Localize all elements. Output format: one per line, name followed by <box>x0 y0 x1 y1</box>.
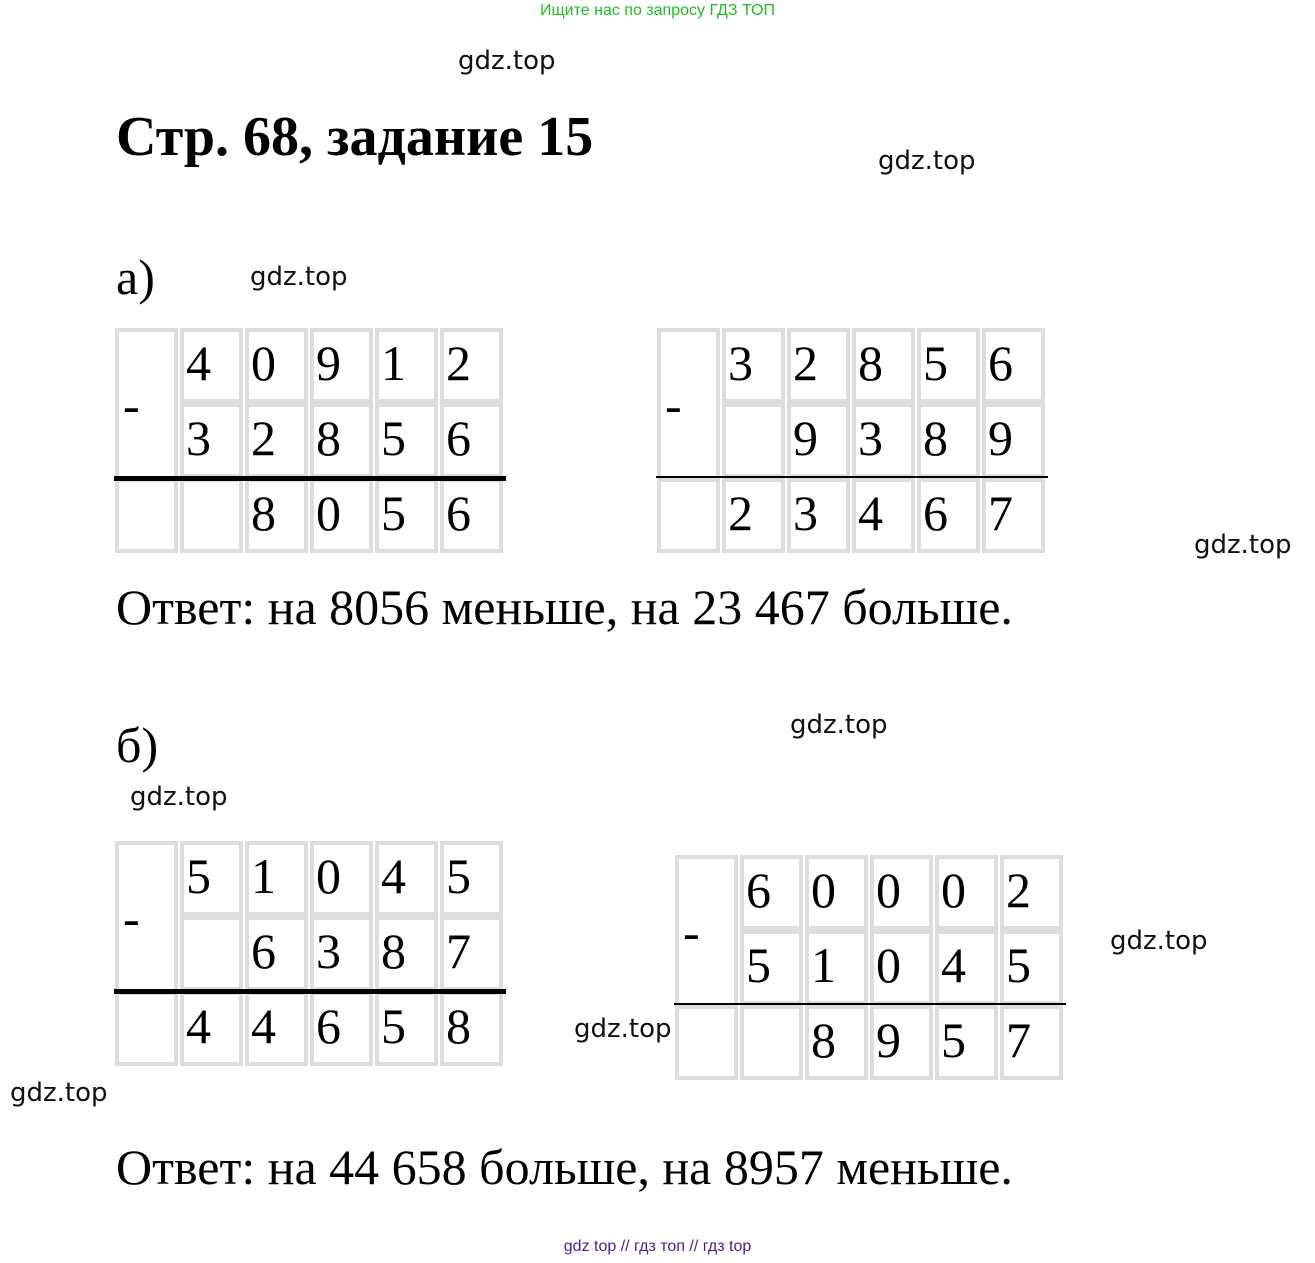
digit-cell: 6 <box>440 478 503 553</box>
digit-cell: 8 <box>852 328 915 403</box>
digit-cell <box>722 403 785 478</box>
watermark: gdz.top <box>130 782 228 812</box>
digit-cell <box>180 478 243 553</box>
digit-cell: 5 <box>375 478 438 553</box>
digit-cell: 4 <box>375 841 438 916</box>
watermark: gdz.top <box>1194 530 1292 560</box>
digit-cell <box>675 1005 738 1080</box>
digit-cell <box>657 478 720 553</box>
digit-cell: 0 <box>245 328 308 403</box>
digit-cell: 8 <box>245 478 308 553</box>
digit-cell: 6 <box>982 328 1045 403</box>
digit-cell: 1 <box>805 930 868 1005</box>
subtraction-table-b1 <box>114 841 504 1066</box>
minus-sign: - <box>115 328 178 478</box>
digit-cell: 4 <box>180 328 243 403</box>
digit-cell: 2 <box>245 403 308 478</box>
digit-cell: 6 <box>245 916 308 991</box>
digit-cell: 0 <box>870 930 933 1005</box>
digit-cell: 2 <box>787 328 850 403</box>
digit-cell: 9 <box>870 1005 933 1080</box>
watermark: gdz.top <box>878 146 976 176</box>
subtraction-table-a1 <box>114 328 504 553</box>
result-line <box>114 476 506 481</box>
digit-cell: 8 <box>917 403 980 478</box>
digit-cell: 0 <box>805 855 868 930</box>
subtraction-table-a2 <box>656 328 1046 553</box>
digit-cell: 6 <box>440 403 503 478</box>
digit-cell: 0 <box>870 855 933 930</box>
footer-links: gdz top // гдз топ // гдз top <box>563 1238 752 1255</box>
part-a-label: а) <box>116 249 155 305</box>
digit-cell: 0 <box>310 478 373 553</box>
digit-cell: 5 <box>1000 930 1063 1005</box>
digit-cell: 7 <box>440 916 503 991</box>
watermark: gdz.top <box>458 46 556 76</box>
watermark: gdz.top <box>1110 926 1208 956</box>
digit-cell: 9 <box>982 403 1045 478</box>
digit-cell: 3 <box>310 916 373 991</box>
digit-cell: 9 <box>787 403 850 478</box>
answer-b: Ответ: на 44 658 больше, на 8957 меньше. <box>116 1139 1013 1195</box>
digit-cell: 0 <box>935 855 998 930</box>
subtraction-table-b2 <box>674 855 1064 1080</box>
digit-cell <box>180 916 243 991</box>
watermark: gdz.top <box>574 1014 672 1044</box>
digit-cell: 5 <box>375 403 438 478</box>
search-hint: Ищите нас по запросу ГДЗ ТОП <box>540 2 775 19</box>
digit-cell: 4 <box>935 930 998 1005</box>
digit-cell: 6 <box>917 478 980 553</box>
digit-cell: 5 <box>440 841 503 916</box>
digit-cell: 5 <box>935 1005 998 1080</box>
digit-cell: 1 <box>245 841 308 916</box>
digit-cell: 2 <box>722 478 785 553</box>
digit-cell: 5 <box>740 930 803 1005</box>
page-title: Стр. 68, задание 15 <box>116 106 594 168</box>
digit-cell <box>115 991 178 1066</box>
digit-cell: 3 <box>787 478 850 553</box>
digit-cell: 3 <box>852 403 915 478</box>
result-line <box>114 989 506 994</box>
digit-cell: 4 <box>180 991 243 1066</box>
watermark: gdz.top <box>790 710 888 740</box>
digit-cell: 5 <box>375 991 438 1066</box>
minus-sign: - <box>115 841 178 991</box>
minus-sign: - <box>675 855 738 1005</box>
digit-cell: 5 <box>917 328 980 403</box>
digit-cell: 3 <box>722 328 785 403</box>
digit-cell: 3 <box>180 403 243 478</box>
result-line <box>674 1003 1066 1005</box>
digit-cell: 4 <box>852 478 915 553</box>
digit-cell: 8 <box>375 916 438 991</box>
digit-cell: 8 <box>310 403 373 478</box>
part-b-label: б) <box>116 717 159 773</box>
watermark: gdz.top <box>250 262 348 292</box>
digit-cell: 7 <box>982 478 1045 553</box>
digit-cell: 8 <box>440 991 503 1066</box>
digit-cell: 6 <box>310 991 373 1066</box>
digit-cell: 8 <box>805 1005 868 1080</box>
digit-cell: 6 <box>740 855 803 930</box>
result-line <box>656 476 1048 478</box>
digit-cell: 1 <box>375 328 438 403</box>
answer-a: Ответ: на 8056 меньше, на 23 467 больше. <box>116 579 1013 635</box>
digit-cell: 2 <box>440 328 503 403</box>
digit-cell: 2 <box>1000 855 1063 930</box>
digit-cell: 5 <box>180 841 243 916</box>
digit-cell <box>740 1005 803 1080</box>
digit-cell: 4 <box>245 991 308 1066</box>
watermark: gdz.top <box>10 1078 108 1108</box>
digit-cell: 7 <box>1000 1005 1063 1080</box>
digit-cell: 9 <box>310 328 373 403</box>
digit-cell: 0 <box>310 841 373 916</box>
minus-sign: - <box>657 328 720 478</box>
digit-cell <box>115 478 178 553</box>
